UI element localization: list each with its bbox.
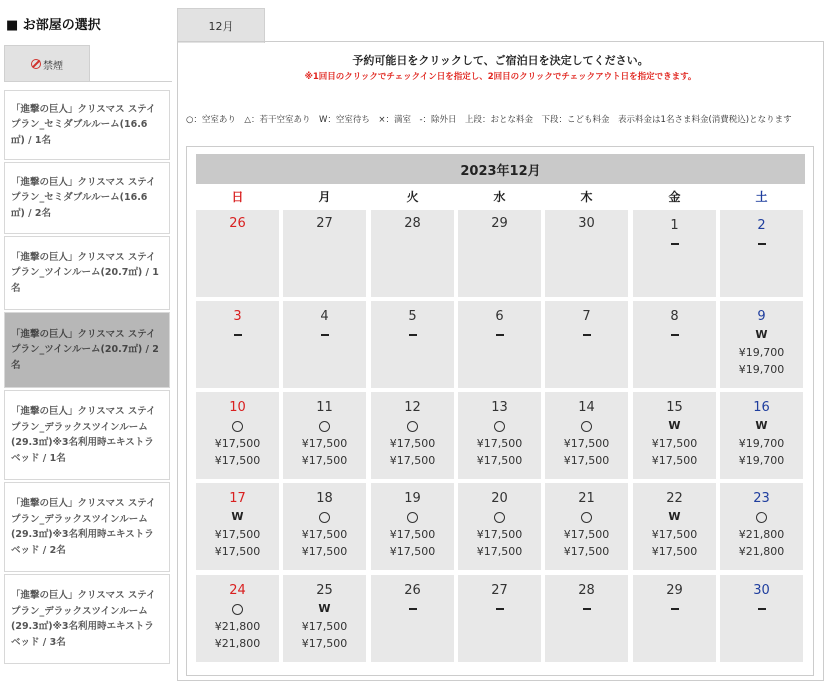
- room-option-line: プラン_セミダブルルーム(16.6: [11, 192, 148, 204]
- room-option-line: プラン_ツインルーム(20.7㎡) / 1: [11, 267, 159, 279]
- child-price: ¥17,500: [214, 454, 261, 467]
- availability-status: [458, 602, 541, 618]
- availability-status: W: [231, 510, 244, 523]
- room-option[interactable]: [4, 90, 170, 160]
- available-circle-icon: [407, 421, 418, 432]
- child-price: ¥17,500: [563, 454, 610, 467]
- adult-price: ¥17,500: [651, 437, 698, 450]
- adult-price: ¥19,700: [738, 346, 785, 359]
- adult-price: ¥21,800: [214, 620, 261, 633]
- room-option[interactable]: [4, 236, 170, 310]
- availability-status: [371, 328, 454, 344]
- availability-status: [371, 510, 454, 526]
- weekday-header: 月: [318, 190, 331, 204]
- day-number: 9: [757, 309, 766, 324]
- calendar-day-cell: [196, 210, 279, 297]
- calendar-day-cell: [458, 210, 541, 297]
- day-number: 6: [495, 309, 504, 324]
- child-price: ¥17,500: [476, 545, 523, 558]
- calendar-day-cell: [371, 575, 454, 662]
- calendar-day-cell: [458, 301, 541, 388]
- child-price: ¥17,500: [651, 545, 698, 558]
- availability-status: [371, 419, 454, 435]
- calendar-day-cell[interactable]: [458, 392, 541, 479]
- availability-status: W: [755, 328, 768, 341]
- no-smoking-icon: [31, 59, 41, 69]
- availability-status: W: [668, 510, 681, 523]
- child-price: ¥17,500: [651, 454, 698, 467]
- room-option-line: ㎡) / 1名: [11, 134, 52, 146]
- calendar-day-cell[interactable]: [371, 392, 454, 479]
- room-option-line: 「進撃の巨人」クリスマス ステイ: [11, 328, 156, 340]
- room-option-line: 「進撃の巨人」クリスマス ステイ: [11, 498, 156, 509]
- day-number: 30: [753, 583, 770, 598]
- availability-status: [283, 328, 366, 344]
- availability-status: [458, 328, 541, 344]
- adult-price: ¥17,500: [301, 437, 348, 450]
- availability-status: [633, 602, 716, 618]
- available-circle-icon: [581, 512, 592, 523]
- weekday-header: 火: [406, 190, 419, 204]
- day-number: 14: [578, 400, 595, 415]
- day-number: 24: [229, 583, 246, 598]
- day-number: 10: [229, 400, 246, 415]
- availability-status: [458, 510, 541, 526]
- adult-price: ¥17,500: [563, 528, 610, 541]
- weekday-header: 木: [580, 190, 593, 204]
- room-option-line: 「進撃の巨人」クリスマス ステイ: [11, 251, 156, 263]
- day-number: 30: [578, 216, 595, 231]
- calendar-day-cell: [458, 575, 541, 662]
- adult-price: ¥17,500: [563, 437, 610, 450]
- weekday-header: 水: [493, 190, 506, 204]
- day-number: 18: [316, 491, 333, 506]
- day-number: 11: [316, 400, 333, 415]
- availability-status: [283, 419, 366, 435]
- availability-status: [720, 237, 803, 253]
- day-number: 26: [229, 216, 246, 231]
- room-option-line: ㎡) / 2名: [11, 207, 52, 219]
- weekday-header: 土: [755, 190, 768, 204]
- calendar-day-cell: [371, 301, 454, 388]
- available-circle-icon: [407, 512, 418, 523]
- calendar-day-cell: [633, 210, 716, 297]
- child-price: ¥17,500: [214, 545, 261, 558]
- availability-status: W: [318, 602, 331, 615]
- availability-status: [633, 328, 716, 344]
- availability-legend: ○：空室あり △：若干空室あり W：空室待ち ×：満室 -：除外日 上段：おとな料金 下段：こども料金 表示料金は1名さま料金(消費税込)となります: [186, 115, 792, 125]
- child-price: ¥17,500: [301, 637, 348, 650]
- calendar-day-cell[interactable]: [283, 392, 366, 479]
- day-number: 15: [666, 400, 683, 415]
- calendar-day-cell: [545, 575, 628, 662]
- day-number: 2: [757, 218, 766, 233]
- calendar-day-cell: [633, 301, 716, 388]
- availability-status: [545, 419, 628, 435]
- child-price: ¥17,500: [301, 545, 348, 558]
- adult-price: ¥17,500: [301, 528, 348, 541]
- available-circle-icon: [581, 421, 592, 432]
- adult-price: ¥17,500: [651, 528, 698, 541]
- excluded-day-dash: [671, 334, 679, 336]
- available-circle-icon: [232, 604, 243, 615]
- availability-status: W: [668, 419, 681, 432]
- day-number: 29: [491, 216, 508, 231]
- child-price: ¥17,500: [389, 454, 436, 467]
- room-option-line: プラン_セミダブルルーム(16.6: [11, 119, 148, 131]
- calendar-title: 2023年12月: [196, 154, 805, 184]
- child-price: ¥17,500: [563, 545, 610, 558]
- month-tab-december[interactable]: 12月: [177, 8, 265, 43]
- excluded-day-dash: [671, 608, 679, 610]
- day-number: 3: [233, 309, 242, 324]
- excluded-day-dash: [671, 243, 679, 245]
- calendar-day-cell[interactable]: [545, 392, 628, 479]
- room-option-line: 「進撃の巨人」クリスマス ステイ: [11, 406, 156, 417]
- child-price: ¥21,800: [214, 637, 261, 650]
- day-number: 16: [753, 400, 770, 415]
- excluded-day-dash: [583, 608, 591, 610]
- excluded-day-dash: [234, 334, 242, 336]
- availability-status: [633, 237, 716, 253]
- instructions-main: 予約可能日をクリックして、ご宿泊日を決定してください。: [352, 54, 649, 67]
- calendar-day-cell[interactable]: [545, 483, 628, 570]
- room-option-line: 「進撃の巨人」クリスマス ステイ: [11, 176, 156, 188]
- excluded-day-dash: [583, 334, 591, 336]
- child-price: ¥19,700: [738, 454, 785, 467]
- day-number: 7: [582, 309, 591, 324]
- day-number: 28: [578, 583, 595, 598]
- day-number: 8: [670, 309, 679, 324]
- room-selection-sidebar: [0, 0, 172, 670]
- room-option-line: プラン_デラックスツインルーム: [11, 421, 148, 433]
- room-option[interactable]: [4, 574, 170, 664]
- availability-status: W: [755, 419, 768, 432]
- room-option-line: ベッド / 3名: [11, 636, 66, 648]
- day-number: 25: [316, 583, 333, 598]
- room-option[interactable]: [4, 162, 170, 234]
- calendar-day-cell[interactable]: [720, 483, 803, 570]
- availability-status: [371, 602, 454, 618]
- instructions-sub: ※1回目のクリックでチェックイン日を指定し、2回目のクリックでチェックアウト日を指定できます。: [304, 72, 697, 82]
- adult-price: ¥21,800: [738, 528, 785, 541]
- room-option-line: プラン_ツインルーム(20.7㎡) / 2: [11, 344, 159, 356]
- day-number: 1: [670, 218, 679, 233]
- weekday-header: 日: [231, 190, 244, 204]
- adult-price: ¥17,500: [476, 437, 523, 450]
- available-circle-icon: [756, 512, 767, 523]
- day-number: 20: [491, 491, 508, 506]
- room-option-line: (29.3㎡)※3名利用時エキストラ: [11, 621, 154, 632]
- room-option-line: (29.3㎡)※3名利用時エキストラ: [11, 437, 154, 448]
- availability-status: [196, 602, 279, 618]
- calendar-day-cell: [196, 301, 279, 388]
- day-number: 12: [404, 400, 421, 415]
- day-number: 17: [229, 491, 246, 506]
- available-circle-icon: [232, 421, 243, 432]
- day-number: 22: [666, 491, 683, 506]
- day-number: 19: [404, 491, 421, 506]
- room-option[interactable]: [4, 482, 170, 572]
- calendar-day-cell[interactable]: [720, 301, 803, 388]
- weekday-header: 金: [668, 190, 681, 204]
- excluded-day-dash: [409, 334, 417, 336]
- calendar-day-cell[interactable]: [371, 483, 454, 570]
- availability-status: [720, 510, 803, 526]
- calendar-day-cell[interactable]: [196, 575, 279, 662]
- calendar-day-cell: [371, 210, 454, 297]
- day-number: 21: [578, 491, 595, 506]
- child-price: ¥19,700: [738, 363, 785, 376]
- adult-price: ¥17,500: [389, 437, 436, 450]
- excluded-day-dash: [321, 334, 329, 336]
- non-smoking-label: 禁煙: [43, 60, 63, 72]
- calendar-day-cell: [720, 210, 803, 297]
- room-option-line: 名: [11, 282, 21, 294]
- calendar-day-cell: [633, 575, 716, 662]
- room-option-line: プラン_デラックスツインルーム: [11, 513, 148, 525]
- availability-status: [283, 510, 366, 526]
- calendar-day-cell: [720, 575, 803, 662]
- room-option-line: 「進撃の巨人」クリスマス ステイ: [11, 103, 156, 115]
- child-price: ¥17,500: [301, 454, 348, 467]
- child-price: ¥17,500: [476, 454, 523, 467]
- non-smoking-tab[interactable]: [4, 45, 90, 82]
- availability-status: [196, 419, 279, 435]
- day-number: 5: [408, 309, 417, 324]
- room-list: [4, 81, 172, 671]
- room-option[interactable]: [4, 312, 170, 388]
- calendar-day-cell[interactable]: [458, 483, 541, 570]
- calendar-day-cell[interactable]: [196, 392, 279, 479]
- excluded-day-dash: [758, 608, 766, 610]
- calendar-day-cell[interactable]: [633, 392, 716, 479]
- room-selection-title: ■ お部屋の選択: [6, 18, 101, 33]
- calendar-day-cell[interactable]: [633, 483, 716, 570]
- calendar-day-cell: [545, 210, 628, 297]
- calendar-day-cell: [283, 301, 366, 388]
- room-option-line: (29.3㎡)※3名利用時エキストラ: [11, 529, 154, 540]
- excluded-day-dash: [496, 608, 504, 610]
- room-option-line: プラン_デラックスツインルーム: [11, 605, 148, 617]
- availability-status: [458, 419, 541, 435]
- adult-price: ¥17,500: [301, 620, 348, 633]
- child-price: ¥21,800: [738, 545, 785, 558]
- day-number: 27: [491, 583, 508, 598]
- availability-status: [196, 328, 279, 344]
- day-number: 4: [320, 309, 329, 324]
- availability-status: [545, 510, 628, 526]
- available-circle-icon: [319, 512, 330, 523]
- calendar-day-cell[interactable]: [720, 392, 803, 479]
- adult-price: ¥17,500: [389, 528, 436, 541]
- availability-status: [545, 328, 628, 344]
- adult-price: ¥17,500: [214, 437, 261, 450]
- room-option[interactable]: [4, 390, 170, 480]
- room-option-line: 名: [11, 359, 21, 371]
- day-number: 27: [316, 216, 333, 231]
- day-number: 29: [666, 583, 683, 598]
- calendar-day-cell[interactable]: [283, 483, 366, 570]
- excluded-day-dash: [758, 243, 766, 245]
- room-option-line: ベッド / 1名: [11, 452, 66, 464]
- calendar-day-cell[interactable]: [283, 575, 366, 662]
- available-circle-icon: [494, 421, 505, 432]
- adult-price: ¥17,500: [214, 528, 261, 541]
- adult-price: ¥17,500: [476, 528, 523, 541]
- room-option-line: ベッド / 2名: [11, 544, 66, 556]
- excluded-day-dash: [409, 608, 417, 610]
- room-option-line: 「進撃の巨人」クリスマス ステイ: [11, 590, 156, 601]
- availability-status: [720, 602, 803, 618]
- day-number: 28: [404, 216, 421, 231]
- day-number: 23: [753, 491, 770, 506]
- availability-status: [545, 602, 628, 618]
- day-number: 13: [491, 400, 508, 415]
- available-circle-icon: [494, 512, 505, 523]
- adult-price: ¥19,700: [738, 437, 785, 450]
- day-number: 26: [404, 583, 421, 598]
- calendar-day-cell: [283, 210, 366, 297]
- available-circle-icon: [319, 421, 330, 432]
- excluded-day-dash: [496, 334, 504, 336]
- calendar-day-cell[interactable]: [196, 483, 279, 570]
- child-price: ¥17,500: [389, 545, 436, 558]
- calendar-day-cell: [545, 301, 628, 388]
